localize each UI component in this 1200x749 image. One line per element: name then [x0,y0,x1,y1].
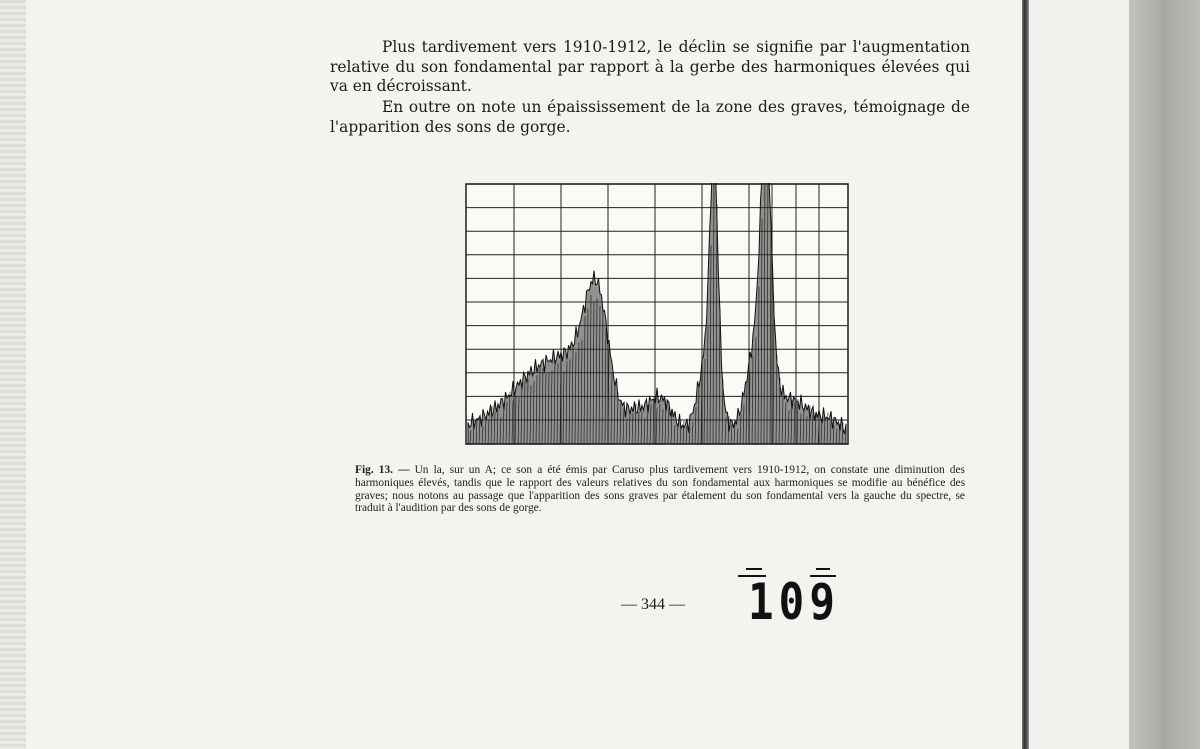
scan-right-shadow [1129,0,1200,749]
scan-right-margin [1029,0,1129,749]
spectrum-plot [464,183,852,447]
caption-text: Un la, sur un A; ce son a été émis par Caruso plus tardivement vers 1910-1912, on constate une diminution des harmoniques élevés, tandis que le rapport des valeurs relatives du son fondamental aux harmoniques se modifie au bénéfice des graves; nous notons au passage que l'apparition des sons graves par étalement du son fondamental vers la gauche du spectre, se traduit à l'audition par des sons de gorge. [355,464,965,515]
paragraph-graves: En outre on note un épaississement de la zone des graves, témoignage de l'apparition des sons de gorge. [330,98,970,136]
page-number: — 344 — [621,596,685,613]
page-binding-edge [1022,0,1029,749]
paragraph-decline: Plus tardivement vers 1910-1912, le déclin se signifie par l'augmentation relative du son fondamental par rapport à la gerbe des harmoniques élevées qui va en décroissant. [330,38,970,95]
figure-caption [355,464,965,515]
spectrum-figure [464,183,852,447]
archive-stamp-number: 109 [748,573,841,631]
caption-label: Fig. 13. — [355,464,410,476]
scan-left-edge [0,0,26,749]
